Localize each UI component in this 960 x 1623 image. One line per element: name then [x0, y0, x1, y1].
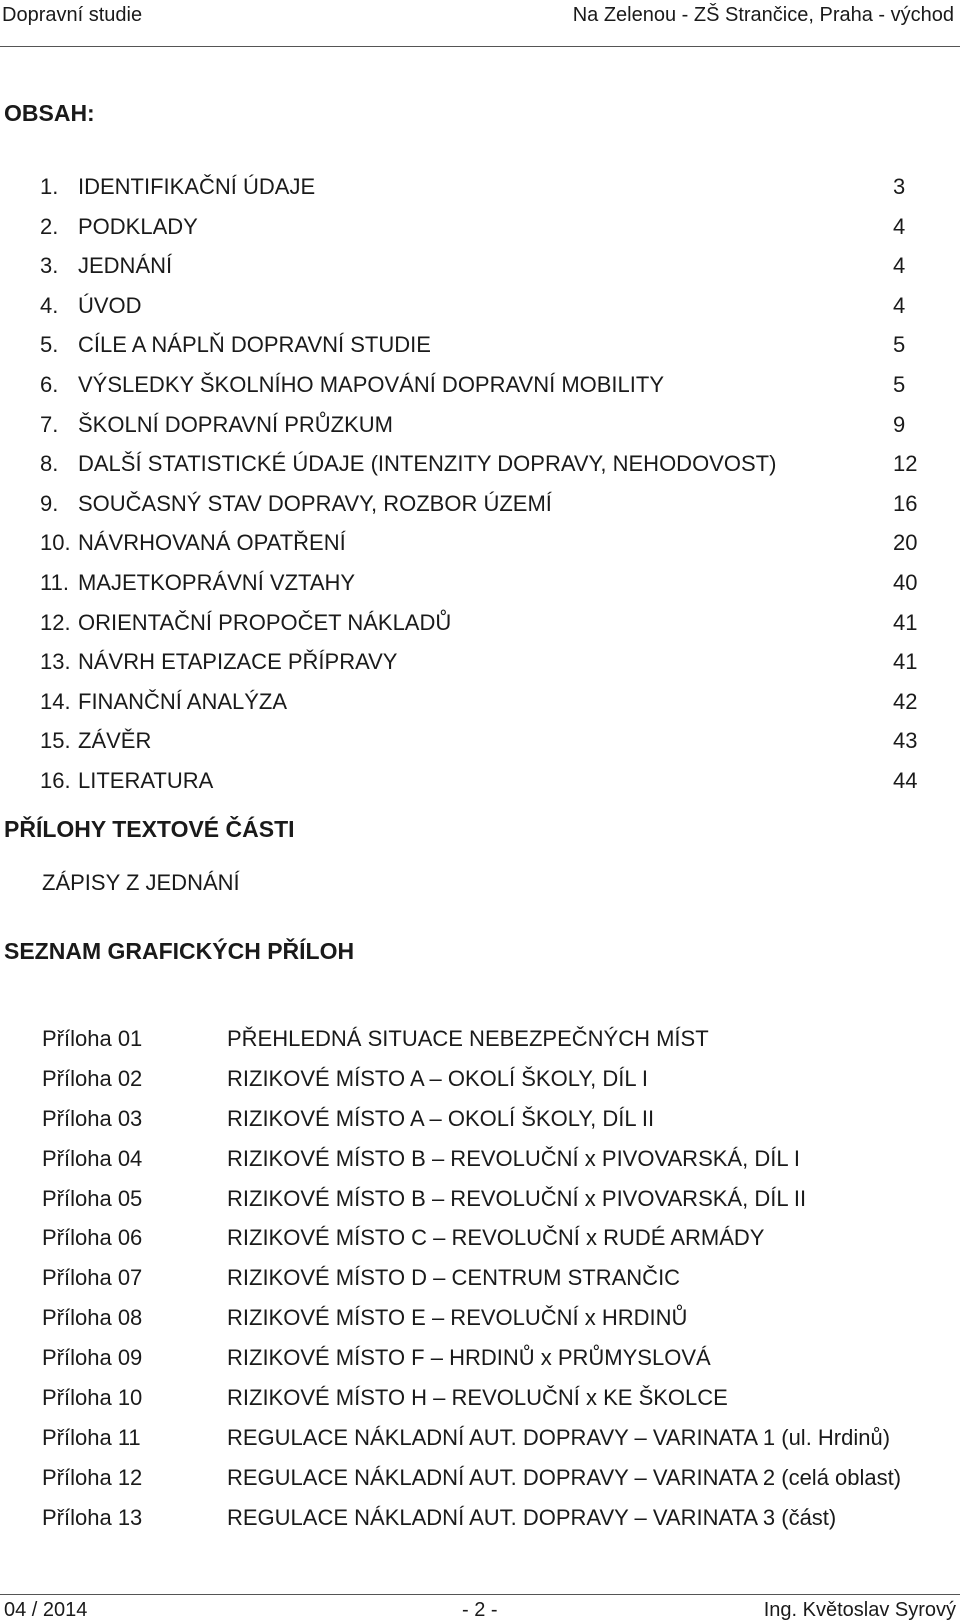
toc-entry-page: 4 — [893, 253, 906, 279]
toc-entry-title: NÁVRHOVANÁ OPATŘENÍ — [78, 530, 346, 556]
toc-entry-title: PODKLADY — [78, 213, 198, 239]
toc-entry — [0, 287, 960, 327]
attachments-list — [0, 1020, 960, 1539]
toc-entry-title: VÝSLEDKY ŠKOLNÍHO MAPOVÁNÍ DOPRAVNÍ MOBILITY — [78, 371, 665, 397]
toc-entry-number: 16. — [40, 767, 71, 793]
attachment-entry — [0, 1100, 960, 1140]
attachment-entry — [0, 1499, 960, 1539]
toc-entry-title: MAJETKOPRÁVNÍ VZTAHY — [78, 569, 356, 595]
toc-entry-page: 40 — [893, 569, 918, 595]
toc-entry-number: 10. — [40, 530, 71, 556]
attachment-label: Příloha 02 — [42, 1065, 143, 1091]
toc-entry-number: 12. — [40, 609, 71, 635]
attachment-label: Příloha 05 — [42, 1185, 143, 1211]
toc-entry-number: 8. — [40, 451, 59, 477]
toc-entry-title: LITERATURA — [78, 767, 214, 793]
attachment-entry — [0, 1020, 960, 1060]
toc-entry-number: 5. — [40, 332, 59, 358]
toc-entry-page: 44 — [893, 767, 918, 793]
attachment-entry — [0, 1180, 960, 1220]
toc-entry — [0, 722, 960, 762]
attachment-label: Příloha 09 — [42, 1345, 143, 1371]
toc-entry — [0, 762, 960, 802]
attachment-label: Příloha 10 — [42, 1385, 143, 1411]
attachment-description: RIZIKOVÉ MÍSTO A – OKOLÍ ŠKOLY, DÍL II — [227, 1105, 655, 1131]
toc-entry — [0, 247, 960, 287]
toc-entry — [0, 683, 960, 723]
attachment-entry — [0, 1379, 960, 1419]
toc-entry-number: 14. — [40, 688, 71, 714]
attachment-description: RIZIKOVÉ MÍSTO H – REVOLUČNÍ x KE ŠKOLCE — [227, 1385, 728, 1411]
attachment-label: Příloha 13 — [42, 1504, 143, 1530]
toc-entry-page: 41 — [893, 609, 918, 635]
header-project-name: Na Zelenou - ZŠ Strančice, Praha - východ — [572, 4, 954, 26]
toc-entry — [0, 604, 960, 644]
attachment-label: Příloha 03 — [42, 1105, 143, 1131]
toc-entry-number: 3. — [40, 253, 59, 279]
toc-entry — [0, 564, 960, 604]
toc-entry-page: 5 — [893, 332, 906, 358]
toc-entry-page: 9 — [893, 411, 906, 437]
header-document-title: Dopravní studie — [2, 4, 143, 26]
toc-entry-number: 11. — [40, 569, 69, 595]
attachment-description: RIZIKOVÉ MÍSTO B – REVOLUČNÍ x PIVOVARSKÁ, DÍL II — [227, 1185, 807, 1211]
toc-entry-page: 5 — [893, 371, 906, 397]
toc-entry-number: 15. — [40, 728, 71, 754]
toc-entry-title: JEDNÁNÍ — [78, 253, 173, 279]
toc-entry-page: 16 — [893, 490, 918, 516]
attachment-description: REGULACE NÁKLADNÍ AUT. DOPRAVY – VARINATA 2 (celá oblast) — [227, 1464, 902, 1490]
page-header — [0, 0, 960, 47]
attachment-description: REGULACE NÁKLADNÍ AUT. DOPRAVY – VARINATA 1 (ul. Hrdinů) — [227, 1424, 891, 1450]
attachment-description: RIZIKOVÉ MÍSTO C – REVOLUČNÍ x RUDÉ ARMÁDY — [227, 1225, 765, 1251]
toc-entry-page: 3 — [893, 174, 906, 199]
toc-entry-page: 43 — [893, 728, 918, 754]
attachment-description: RIZIKOVÉ MÍSTO E – REVOLUČNÍ x HRDINŮ — [227, 1305, 688, 1331]
graphics-appendix-heading: SEZNAM GRAFICKÝCH PŘÍLOH — [4, 938, 355, 964]
toc-entry-number: 13. — [40, 649, 71, 675]
toc-entry-title: DALŠÍ STATISTICKÉ ÚDAJE (INTENZITY DOPRAVY, NEHODOVOST) — [78, 451, 777, 477]
attachment-label: Příloha 01 — [42, 1026, 143, 1051]
text-appendix-heading: PŘÍLOHY TEXTOVÉ ČÁSTI — [4, 816, 295, 842]
toc-entry-title: NÁVRH ETAPIZACE PŘÍPRAVY — [78, 649, 398, 675]
attachment-description: RIZIKOVÉ MÍSTO F – HRDINŮ x PRŮMYSLOVÁ — [227, 1345, 711, 1371]
toc-entry-number: 4. — [40, 292, 59, 318]
text-appendix-item: ZÁPISY Z JEDNÁNÍ — [42, 870, 240, 895]
footer-date: 04 / 2014 — [4, 1599, 88, 1621]
attachment-description: PŘEHLEDNÁ SITUACE NEBEZPEČNÝCH MÍST — [227, 1026, 709, 1051]
toc-entry — [0, 168, 960, 208]
toc-entry-title: ÚVOD — [78, 292, 142, 318]
toc-entry-number: 9. — [40, 490, 59, 516]
toc-entry — [0, 326, 960, 366]
attachment-entry — [0, 1140, 960, 1180]
toc-entry-page: 41 — [893, 649, 918, 675]
attachment-description: RIZIKOVÉ MÍSTO A – OKOLÍ ŠKOLY, DÍL I — [227, 1065, 649, 1091]
toc-entry-title: FINANČNÍ ANALÝZA — [78, 688, 288, 714]
toc-entry-number: 7. — [40, 411, 59, 437]
toc-entry-page: 42 — [893, 688, 918, 714]
attachment-description: RIZIKOVÉ MÍSTO B – REVOLUČNÍ x PIVOVARSKÁ, DÍL I — [227, 1145, 800, 1171]
toc-entry-page: 12 — [893, 451, 918, 477]
page-footer — [0, 1594, 960, 1623]
toc-entry — [0, 208, 960, 248]
toc-entry — [0, 366, 960, 406]
toc-entry — [0, 445, 960, 485]
attachment-entry — [0, 1299, 960, 1339]
attachment-entry — [0, 1459, 960, 1499]
attachment-label: Příloha 04 — [42, 1145, 143, 1171]
toc-entry — [0, 643, 960, 683]
attachment-entry — [0, 1339, 960, 1379]
attachment-label: Příloha 06 — [42, 1225, 143, 1251]
footer-page-number: - 2 - — [462, 1599, 498, 1621]
contents-heading: OBSAH: — [4, 100, 95, 126]
toc-entry-number: 2. — [40, 213, 59, 239]
footer-author: Ing. Květoslav Syrový — [763, 1599, 956, 1621]
toc-entry-page: 4 — [893, 292, 906, 318]
attachment-label: Příloha 07 — [42, 1265, 143, 1291]
toc-entry-title: ZÁVĚR — [78, 728, 152, 754]
toc-entry-number: 6. — [40, 371, 59, 397]
attachment-label: Příloha 08 — [42, 1305, 143, 1331]
attachment-description: REGULACE NÁKLADNÍ AUT. DOPRAVY – VARINATA 3 (část) — [227, 1504, 837, 1530]
toc-entry — [0, 524, 960, 564]
attachment-entry — [0, 1219, 960, 1259]
attachment-entry — [0, 1259, 960, 1299]
table-of-contents — [0, 168, 960, 802]
toc-entry-title: CÍLE A NÁPLŇ DOPRAVNÍ STUDIE — [78, 332, 431, 358]
toc-entry-title: SOUČASNÝ STAV DOPRAVY, ROZBOR ÚZEMÍ — [78, 490, 552, 516]
toc-entry-title: ŠKOLNÍ DOPRAVNÍ PRŮZKUM — [78, 411, 393, 437]
attachment-label: Příloha 11 — [42, 1424, 141, 1450]
toc-entry-page: 20 — [893, 530, 918, 556]
toc-entry-title: ORIENTAČNÍ PROPOČET NÁKLADŮ — [78, 609, 452, 635]
toc-entry — [0, 485, 960, 525]
attachment-entry — [0, 1060, 960, 1100]
toc-entry — [0, 406, 960, 446]
attachment-label: Příloha 12 — [42, 1464, 143, 1490]
toc-entry-title: IDENTIFIKAČNÍ ÚDAJE — [78, 174, 316, 199]
attachment-description: RIZIKOVÉ MÍSTO D – CENTRUM STRANČIC — [227, 1265, 681, 1291]
toc-entry-page: 4 — [893, 213, 906, 239]
attachment-entry — [0, 1419, 960, 1459]
toc-entry-number: 1. — [40, 174, 59, 199]
